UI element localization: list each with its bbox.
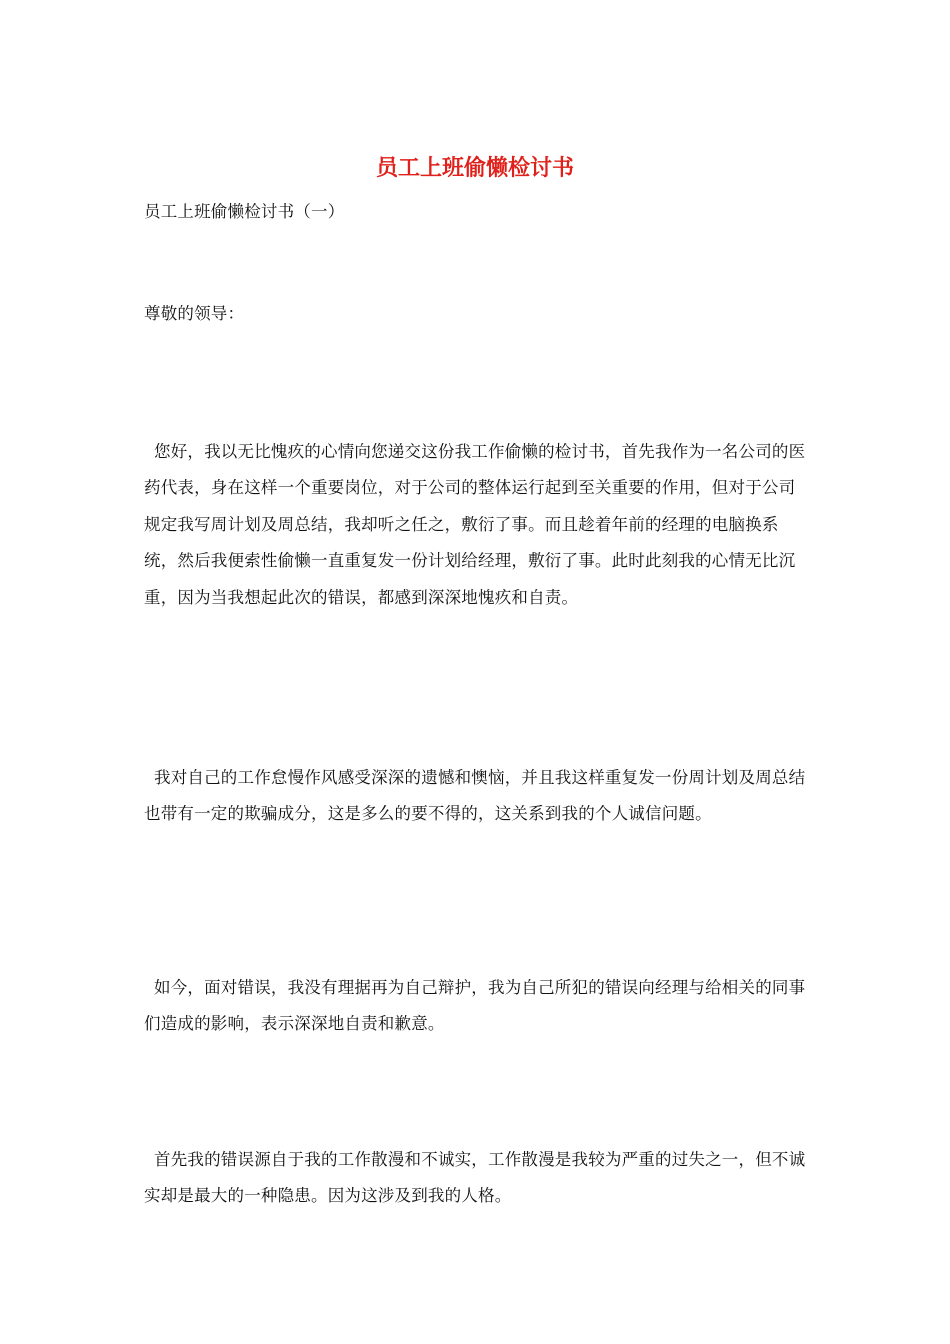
- paragraph: [144, 970, 806, 1043]
- paragraph: [144, 760, 806, 833]
- paragraph-text: 如今，面对错误，我没有理据再为自己辩护，我为自己所犯的错误向经理与给相关的同事们造成的影响，表示深深地自责和歉意。: [144, 978, 806, 1034]
- paragraph-text: 首先我的错误源自于我的工作散漫和不诚实，工作散漫是我较为严重的过失之一，但不诚实却是最大的一种隐患。因为这涉及到我的人格。: [144, 1150, 806, 1206]
- document-subtitle: 员工上班偷懒检讨书（一）: [144, 202, 345, 221]
- paragraph-text: 您好，我以无比愧疚的心情向您递交这份我工作偷懒的检讨书，首先我作为一名公司的医药代表，身在这样一个重要岗位，对于公司的整体运行起到至关重要的作用，但对于公司规定我写周计划及周总结，我却听之任之，敷衍了事。而且趁着年前的经理的电脑换系统，然后我便索性偷懒一直重复发一份计划给经理，敷衍了事。此时此刻我的心情无比沉重，因为当我想起此次的错误，都感到深深地愧疚和自责。: [144, 442, 806, 607]
- document-title: 员工上班偷懒检讨书: [375, 155, 574, 181]
- paragraph-text: 我对自己的工作怠慢作风感受深深的遗憾和懊恼，并且我这样重复发一份周计划及周总结也带有一定的欺骗成分，这是多么的要不得的，这关系到我的个人诚信问题。: [144, 768, 806, 824]
- paragraph: [144, 434, 806, 616]
- greeting: 尊敬的领导：: [144, 304, 245, 323]
- paragraph: [144, 1142, 806, 1215]
